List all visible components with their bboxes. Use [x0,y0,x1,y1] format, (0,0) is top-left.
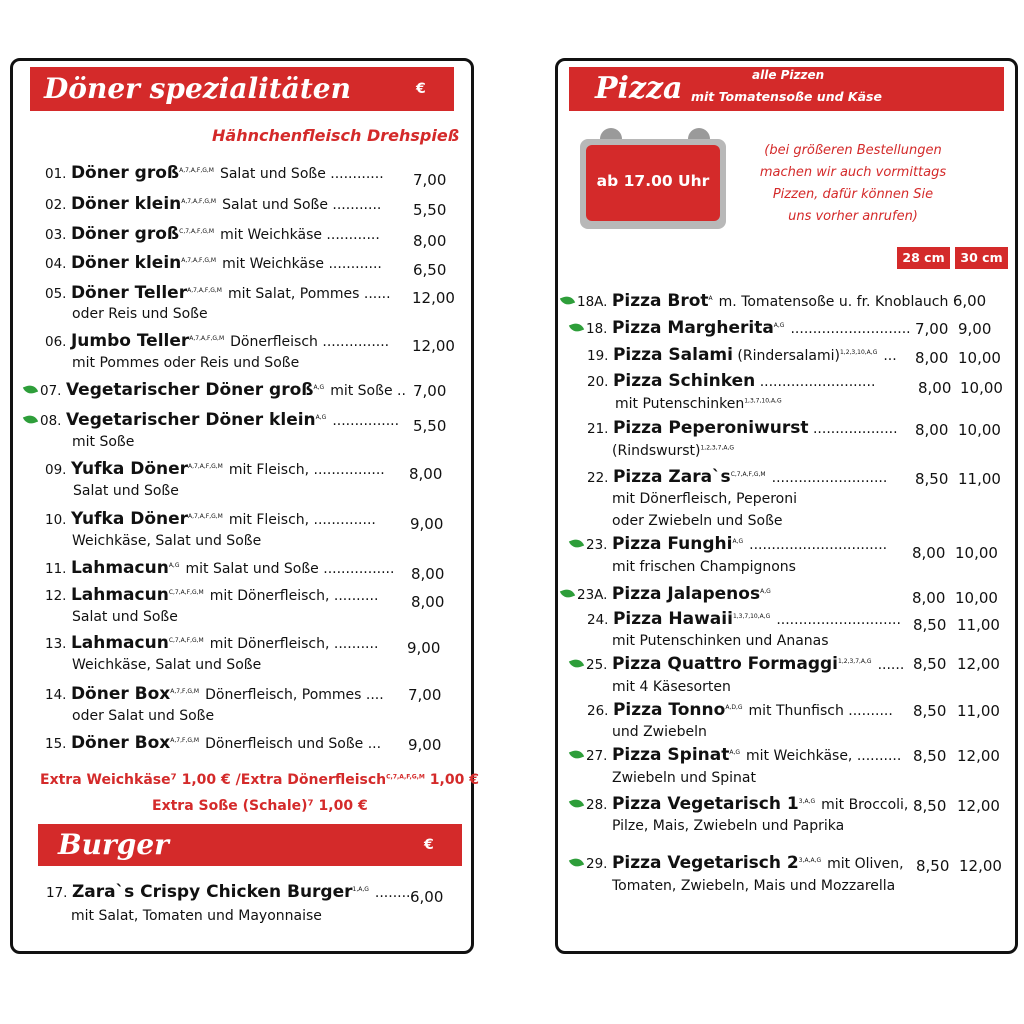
doner-item-12-line2: Salat und Soße [72,609,178,625]
burger-item-17-line2: mit Salat, Tomaten und Mayonnaise [71,908,322,924]
doner-price-07: 7,00 [413,382,447,400]
size-28cm-header: 28 cm [897,247,950,269]
doner-item-10-line2: Weichkäse, Salat und Soße [72,533,262,549]
pizza-price30-18: 9,00 [958,320,992,338]
pizza-item-19: 19. Pizza Salami (Rindersalami)$^{1,2,3,10,A,G}$ ... [587,345,897,365]
pizza-price30-22: 11,00 [958,470,1001,488]
pizza-item-25: 25. Pizza Quattro Formaggi$^{1,2,3,7,A,G}$ ...... [570,654,904,674]
pizza-price30-25: 12,00 [957,655,1000,673]
vegetarian-leaf-icon [560,294,575,307]
pizza-item-29: 29. Pizza Vegetarisch $2^{3,A,A,G}$ mit Oliven, [570,853,904,873]
doner-price-12: 8,00 [411,593,445,611]
doner-price-04: 6,50 [413,261,447,279]
pizza-item-26-line2: und Zwiebeln [612,724,707,740]
pizza-item-23: 23. Pizza Funghi$^{A,G}$ ............................... [570,534,887,554]
doner-price-10: 9,00 [410,515,444,533]
doner-item-03: 03. Döner groß$^{C,7,A,F,G,M}$ mit Weichkäse ............ [45,224,380,244]
pizza-item-25-line2: mit 4 Käsesorten [612,679,731,695]
doner-extras-line2: Extra Soße (Schale)⁷ 1,00 € [152,798,368,814]
pizza-item-28: 28. Pizza Vegetarisch $1^{3,A,G}$ mit Broccoli, [570,794,908,814]
pizza-price28-28: 8,50 [913,797,947,815]
doner-item-14: 14. Döner Box$^{A,7,F,G,M}$ Dönerfleisch, Pommes .... [45,684,384,704]
pizza-price28-19: 8,00 [915,349,949,367]
pizza-price30-27: 12,00 [957,747,1000,765]
doner-price-13: 9,00 [407,639,441,657]
burger-title: Burger [58,828,169,861]
vegetarian-leaf-icon [23,413,38,426]
pizza-price30-29: 12,00 [959,857,1002,875]
burger-item-17: 17. Zara`s Crispy Chicken Burger$^{1,A,G}$ ......... [46,882,415,902]
doner-price-05: 12,00 [412,289,455,307]
pizza-item-24-line2: mit Putenschinken und Ananas [612,633,829,649]
pizza-subtitle-line1: alle Pizzen [752,68,825,82]
doner-item-01: 01. Döner groß$^{A,7,A,F,G,M}$ Salat und Soße ............ [45,163,384,183]
pizza-item-28-line2: Pilze, Mais, Zwiebeln und Paprika [612,818,845,834]
doner-title: Döner spezialitäten [44,72,351,105]
pizza-banner [569,67,1004,111]
pizza-subtitle-line2: mit Tomatensoße und Käse [691,89,882,104]
burger-banner [38,824,462,866]
doner-item-11: 11. Lahmacun$^{A,G}$ mit Salat und Soße ................ [45,558,395,578]
order-note-line1: (bei größeren Bestellungen [764,143,942,158]
pizza-item-22: 22. Pizza $Zara`s^{C,7,A,F,G,M}$ .......................... [587,467,888,487]
doner-item-06: 06. Jumbo Teller$^{A,7,A,F,G,M}$ Dönerfleisch ............... [45,331,390,351]
doner-price-06: 12,00 [412,337,455,355]
doner-item-05: 05. Döner Teller$^{A,7,A,F,G,M}$ mit Salat, Pommes ...... [45,283,391,303]
doner-item-02: 02. Döner klein$^{A,7,A,F,G,M}$ Salat und Soße ........... [45,194,382,214]
doner-item-15: 15. Döner Box$^{A,7,F,G,M}$ Dönerfleisch und Soße ... [45,733,382,753]
doner-item-07: 07. Vegetarischer Döner groß$^{A,G}$ mit Soße .. [24,380,406,400]
doner-item-09: 09. Yufka Döner$^{A,7,A,F,G,M}$ mit Fleisch, ................ [45,459,385,479]
order-note-line3: Pizzen, dafür können Sie [772,187,934,202]
pizza-item-20-line2: mit Putenschinken$^{1,3,7,10,A,G}$ [615,396,782,412]
pizza-item-21: 21. Pizza Peperoniwurst ................... [587,418,898,438]
pizza-price30-19: 10,00 [958,349,1001,367]
vegetarian-leaf-icon [569,856,584,869]
doner-price-15: 9,00 [408,736,442,754]
order-note [742,140,964,228]
doner-item-12: 12. Lahmacun$^{C,7,A,F,G,M}$ mit Dönerfleisch, .......... [45,585,379,605]
pizza-price28-23a: 8,00 [912,589,946,607]
pizza-price30-24: 11,00 [957,616,1000,634]
pizza-title: Pizza [595,71,683,106]
doner-euro-sign: € [416,81,426,97]
pizza-price28-24: 8,50 [913,616,947,634]
pizza-item-27: 27. Pizza Spinat$^{A,G}$ mit Weichkäse, .......... [570,745,901,765]
pizza-price30-26: 11,00 [957,702,1000,720]
vegetarian-leaf-icon [569,657,584,670]
doner-item-13-line2: Weichkäse, Salat und Soße [72,657,262,673]
doner-item-08: 08. Vegetarischer Döner klein$^{A,G}$ ............... [24,410,399,430]
pizza-price30-20: 10,00 [960,379,1003,397]
order-note-line2: machen wir auch vormittags [759,165,947,180]
pizza-item-18: 18. Pizza Margherita$^{A,G}$ ........................... [570,318,911,338]
burger-price-17: 6,00 [410,888,444,906]
pizza-price30-21: 10,00 [958,421,1001,439]
vegetarian-leaf-icon [569,321,584,334]
doner-banner [30,67,454,111]
doner-item-08-line2: mit Soße [72,434,135,450]
doner-price-09: 8,00 [409,465,443,483]
vegetarian-leaf-icon [569,797,584,810]
pizza-item-22-line2: mit Dönerfleisch, Peperoni [612,491,797,507]
vegetarian-leaf-icon [23,383,38,396]
vegetarian-leaf-icon [569,748,584,761]
pizza-price30-23: 10,00 [955,544,998,562]
pizza-item-29-line2: Tomaten, Zwiebeln, Mais und Mozzarella [612,878,896,894]
order-note-line4: uns vorher anrufen) [788,209,918,224]
doner-item-06-line2: mit Pommes oder Reis und Soße [72,355,300,371]
time-sign [580,128,730,232]
time-sign-label: ab 17.00 Uhr [596,172,710,190]
vegetarian-leaf-icon [560,587,575,600]
pizza-price28-27: 8,50 [913,747,947,765]
pizza-item-24: 24. Pizza Hawaii$^{1,3,7,10,A,G}$ ............................ [587,609,901,629]
doner-extras-line1: Extra Weichkäse⁷ 1,00 € /Extra Dönerfleisch$^{C,7,A,F,G,M}$ 1,00 € [40,772,479,788]
pizza-item-26: 26. Pizza Tonno$^{A,D,G}$ mit Thunfisch .......... [587,700,893,720]
doner-price-08: 5,50 [413,417,447,435]
burger-euro-sign: € [424,837,434,853]
pizza-price28-25: 8,50 [913,655,947,673]
doner-price-11: 8,00 [411,565,445,583]
pizza-price28-29: 8,50 [916,857,950,875]
size-30cm-header: 30 cm [955,247,1008,269]
pizza-item-21-line2: (Rindswurst)$^{1,2,3,7,A,G}$ [612,443,735,459]
pizza-price28-18a: 6,00 [952,292,987,310]
doner-price-14: 7,00 [408,686,442,704]
pizza-item-18a: 18A. Pizza Brot$^A$ m. Tomatensoße u. fr. Knoblauch 6,00 [561,291,986,311]
pizza-price30-23a: 10,00 [955,589,998,607]
pizza-price28-20: 8,00 [918,379,952,397]
doner-subtitle: Hähnchenfleisch Drehspieß [212,126,460,145]
pizza-price28-21: 8,00 [915,421,949,439]
pizza-price28-18: 7,00 [915,320,949,338]
pizza-price28-22: 8,50 [915,470,949,488]
pizza-price28-26: 8,50 [913,702,947,720]
pizza-item-23-line2: mit frischen Champignons [612,559,796,575]
doner-item-05-line2: oder Reis und Soße [72,306,208,322]
doner-item-14-line2: oder Salat und Soße [72,708,215,724]
pizza-item-23a: 23A. Pizza Jalapenos$^{A,G}$ [561,584,777,604]
doner-price-03: 8,00 [413,232,447,250]
doner-item-13: 13. Lahmacun$^{C,7,A,F,G,M}$ mit Dönerfleisch, .......... [45,633,379,653]
doner-menu-panel [10,58,474,954]
doner-price-01: 7,00 [413,171,447,189]
vegetarian-leaf-icon [569,537,584,550]
pizza-price28-23: 8,00 [912,544,946,562]
pizza-item-22-line3: oder Zwiebeln und Soße [612,513,783,529]
pizza-item-20: 20. Pizza Schinken .......................... [587,371,876,391]
pizza-price30-28: 12,00 [957,797,1000,815]
doner-item-09-line2: Salat und Soße [73,483,179,499]
doner-item-10: 10. Yufka Döner$^{A,7,A,F,G,M}$ mit Fleisch, .............. [45,509,376,529]
doner-price-02: 5,50 [413,201,447,219]
doner-item-04: 04. Döner klein$^{A,7,A,F,G,M}$ mit Weichkäse ............ [45,253,382,273]
pizza-item-27-line2: Zwiebeln und Spinat [612,770,756,786]
